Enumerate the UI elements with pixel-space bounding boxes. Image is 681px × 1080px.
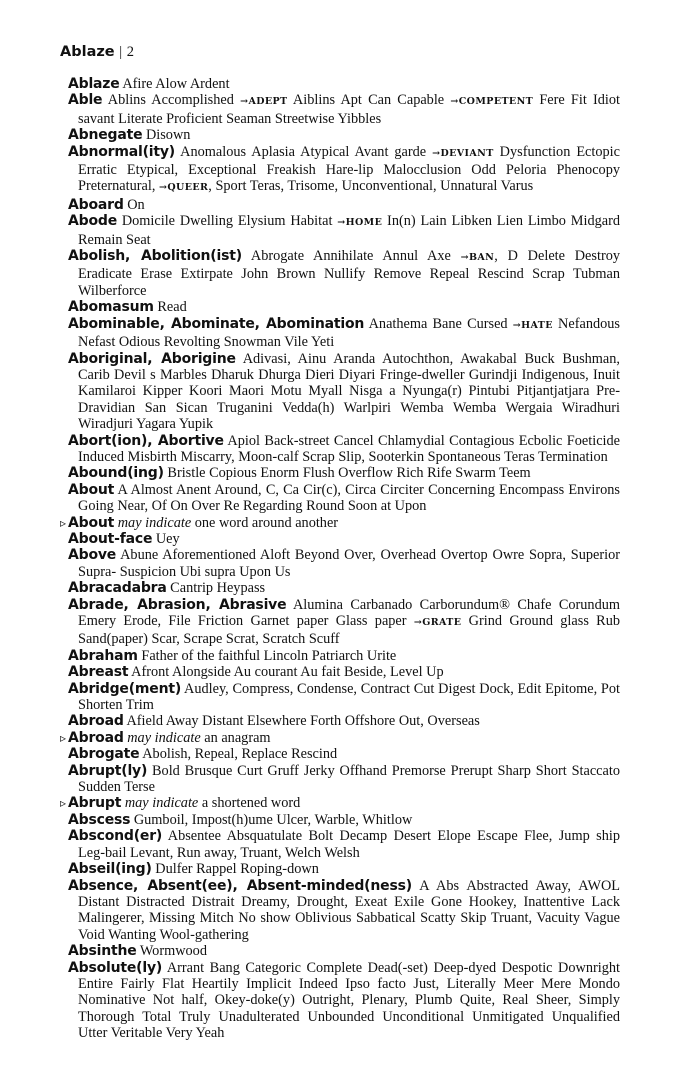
entry-headword: About — [68, 481, 115, 498]
dictionary-entry: Abnormal(ity) Anomalous Aplasia Atypical Avant garde →DEVIANT Dysfunction Ectopic Erratic Etypical, Exceptional Freakish Hare-lip Malocclusion Odd Peloria Phenocopy Preternatural, →QUEER, Sport Teras, Trisome, Unconventional, Unnatural Varus — [68, 143, 620, 195]
entry-headword: Abseil(ing) — [68, 861, 152, 878]
indicator-note: may indicate — [117, 514, 192, 531]
entry-list — [60, 76, 621, 1042]
entry-headword: Abrogate — [68, 746, 140, 763]
entry-headword: Aboard — [68, 196, 124, 213]
cross-reference: →QUEER — [158, 182, 209, 194]
running-head — [60, 44, 134, 61]
dictionary-entry: Abnegate Disown — [68, 127, 191, 144]
entry-headword: About-face — [68, 530, 153, 547]
dictionary-entry: Abracadabra Cantrip Heypass — [68, 580, 266, 597]
entry-headword: Able — [68, 92, 103, 109]
running-head-word: Ablaze — [60, 44, 115, 60]
dictionary-entry: Able Ablins Accomplished →ADEPT Aiblins Apt Can Capable →COMPETENT Fere Fit Idiot savant Literate Proficient Seaman Streetwise Yibbles — [68, 92, 621, 127]
entry-headword: Abrade, Abrasion, Abrasive — [68, 596, 287, 613]
entry-headword: Aboriginal, Aborigine — [68, 350, 236, 367]
entry-headword: Abode — [68, 213, 117, 230]
cross-reference: →DEVIANT — [432, 147, 494, 159]
entry-headword: Abominable, Abominate, Abomination — [68, 315, 365, 332]
dictionary-entry: About-face Uey — [68, 530, 180, 547]
dictionary-entry: Absence, Absent(ee), Absent-minded(ness) A Abs Abstracted Away, AWOL Distant Distracted Distrait Dreamy, Drought, Exeat Exile Gone Hookey, Inattentive Lack Malingerer, Missing Mitch No show Oblivious Sabbatical Scatty Skip Truant, Vacuity Vague Void Wanting Wool-gathering — [68, 877, 621, 943]
wordplay-indicator-marker: ▹ — [60, 515, 67, 530]
dictionary-entry: Abrupt(ly) Bold Brusque Curt Gruff Jerky Offhand Premorse Prerupt Sharp Short Staccato Sudden Terse — [68, 762, 620, 796]
cross-reference: →COMPETENT — [450, 96, 534, 108]
dictionary-entry: Abseil(ing) Dulfer Rappel Roping-down — [68, 861, 319, 878]
dictionary-entry: Abrogate Abolish, Repeal, Replace Rescind — [68, 746, 338, 763]
entry-headword: Abscess — [68, 811, 131, 828]
running-head-separator: | — [119, 44, 123, 60]
entry-headword: Abroad — [68, 729, 124, 746]
entry-headword: Abomasum — [68, 299, 154, 316]
entry-headword: Above — [68, 547, 117, 564]
dictionary-entry: Aboriginal, Aborigine Adivasi, Ainu Aranda Autochthon, Awakabal Buck Bushman, Carib Devil s Marbles Dharuk Dhurga Dieri Diyari Fringe-dweller Gurindji Indigenous, Inuit Kamilaroi Kipper Koori Maori Motu Myall Nisga a Nyunga(r) Pintubi Pitjantjatjara Pre-Dravidian San Sican Truganini Vedda(h) Warlpiri Wemba Wemba Wergaia Wiradhuri Wiradjuri Yagara Yupik — [68, 350, 620, 433]
entry-headword: Abrupt — [68, 795, 122, 812]
dictionary-entry: Above Abune Aforementioned Aloft Beyond Over, Overhead Overtop Owre Sopra, Superior Supra- Suspicion Ubi supra Upon Us — [68, 547, 620, 580]
dictionary-entry: Abscess Gumboil, Impost(h)ume Ulcer, Warble, Whitlow — [68, 811, 413, 828]
entry-headword: About — [68, 514, 115, 531]
indicator-note: may indicate — [127, 729, 201, 746]
dictionary-entry: Absolute(ly) Arrant Bang Categoric Complete Dead(-set) Deep-dyed Despotic Downright Entire Fairly Flat Heartily Implicit Indeed Ipso facto Just, Literally Meer Mere Mondo Nominative Not half, Okey-doke(y) Outright, Plenary, Plumb Quite, Real Sheer, Simply Thorough Total Truly Unadulterated Unbounded Unconditional Unmitigated Unqualified Utter Veritable Very Yeah — [68, 959, 620, 1042]
dictionary-entry: Abreast Afront Alongside Au courant Au fait Beside, Level Up — [68, 664, 444, 681]
entry-headword: Abreast — [68, 664, 129, 681]
dictionary-entry: Abolish, Abolition(ist) Abrogate Annihilate Annul Axe →BAN, D Delete Destroy Eradicate Erase Extirpate John Brown Nullify Remove Repeal Rescind Scrap Tubman Wilberforce — [68, 248, 620, 299]
entry-headword: Abroad — [68, 713, 124, 730]
dictionary-entry: Abode Domicile Dwelling Elysium Habitat →HOME In(n) Lain Libken Lien Limbo Midgard Remain Seat — [68, 213, 620, 248]
entry-headword: Abrupt(ly) — [68, 762, 148, 779]
entry-headword: Absinthe — [68, 943, 137, 960]
entry-headword: Absence, Absent(ee), Absent-minded(ness) — [68, 877, 412, 894]
dictionary-entry: ▹ About may indicate one word around another — [60, 514, 339, 531]
dictionary-entry: Abridge(ment) Audley, Compress, Condense, Contract Cut Digest Dock, Edit Epitome, Pot Shorten Trim — [68, 680, 620, 714]
entry-headword: Abracadabra — [68, 580, 167, 597]
dictionary-entry: Abroad Afield Away Distant Elsewhere Forth Offshore Out, Overseas — [68, 713, 480, 730]
dictionary-entry: Abscond(er) Absentee Absquatulate Bolt Decamp Desert Elope Escape Flee, Jump ship Leg-bail Levant, Run away, Truant, Welch Welsh — [68, 828, 620, 861]
entry-headword: Abscond(er) — [68, 828, 163, 845]
dictionary-entry: Ablaze Afire Alow Ardent — [68, 76, 230, 92]
cross-reference: →GRATE — [413, 617, 462, 628]
dictionary-entry: Abrade, Abrasion, Abrasive Alumina Carbanado Carborundum® Chafe Corundum Emery Erode, File Friction Garnet paper Glass paper →GRATE Grind Ground glass Rub Sand(paper) Scar, Scrape Scrat, Scratch Scuff — [68, 596, 621, 648]
entry-headword: Abridge(ment) — [68, 680, 182, 697]
dictionary-entry: Absinthe Wormwood — [68, 943, 207, 960]
cross-reference: →ADEPT — [240, 96, 288, 108]
page-number: 2 — [126, 44, 135, 60]
entry-headword: Abraham — [68, 647, 138, 664]
dictionary-entry: ▹ Abroad may indicate an anagram — [60, 729, 271, 746]
indicator-note: may indicate — [124, 795, 199, 812]
entry-headword: Abnegate — [68, 127, 143, 144]
cross-reference: →HATE — [512, 319, 553, 331]
dictionary-entry: Abomasum Read — [68, 299, 187, 316]
dictionary-entry: Abraham Father of the faithful Lincoln Patriarch Urite — [68, 647, 397, 664]
entry-headword: Ablaze — [68, 76, 120, 92]
wordplay-indicator-marker: ▹ — [60, 730, 67, 745]
entry-headword: Abound(ing) — [68, 465, 164, 482]
entry-headword: Abort(ion), Abortive — [68, 432, 224, 449]
dictionary-entry: ▹ Abrupt may indicate a shortened word — [60, 795, 301, 812]
dictionary-entry: Abound(ing) Bristle Copious Enorm Flush Overflow Rich Rife Swarm Teem — [68, 465, 531, 482]
entry-headword: Absolute(ly) — [68, 959, 163, 976]
wordplay-indicator-marker: ▹ — [60, 796, 67, 811]
dictionary-entry: About A Almost Anent Around, C, Ca Cir(c), Circa Circiter Concerning Encompass Environs Going Near, Of On Over Re Regarding Round Soon at Upon — [68, 481, 620, 515]
cross-reference: →BAN — [460, 252, 495, 264]
dictionary-entry: Abort(ion), Abortive Apiol Back-street Cancel Chlamydial Contagious Ecbolic Foeticide Induced Misbirth Miscarry, Moon-calf Scrap Slip, Sooterkin Spontaneous Teras Termination — [68, 432, 621, 465]
cross-reference: →HOME — [337, 217, 383, 229]
dictionary-entry: Abominable, Abominate, Abomination Anathema Bane Cursed →HATE Nefandous Nefast Odious Revolting Snowman Vile Yeti — [68, 315, 620, 351]
dictionary-entry: Aboard On — [68, 196, 145, 213]
entry-headword: Abolish, Abolition(ist) — [68, 248, 242, 265]
entry-headword: Abnormal(ity) — [68, 143, 175, 160]
